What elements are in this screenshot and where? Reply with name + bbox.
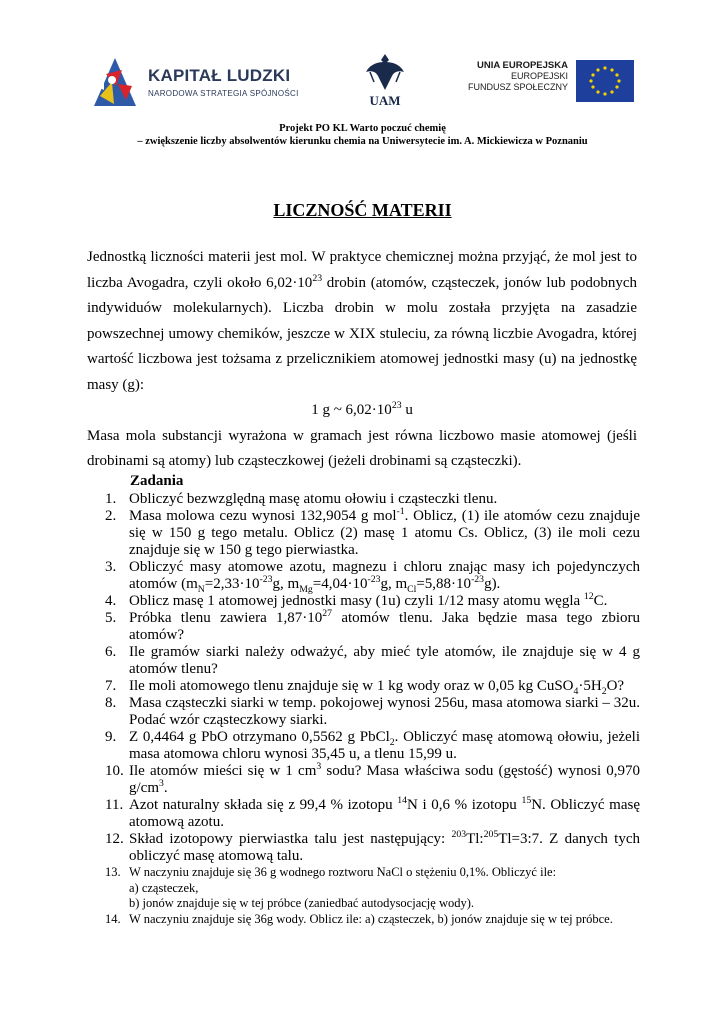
task-number: 9. <box>105 729 117 745</box>
task-text: C. <box>593 593 608 609</box>
task-item <box>87 559 640 593</box>
task-text: atomów tlenu. Jaka będzie masa tego zbioru atomów? <box>129 610 641 643</box>
task-exponent: 203 <box>451 829 467 840</box>
task-text: Ile atomów mieści się w 1 cm <box>129 763 317 779</box>
project-line-2: – zwiększenie liczby absolwentów kierunku chemia na Uniwersytecie im. A. Mickiewicza w Poznaniu <box>137 136 588 147</box>
task-number: 11. <box>105 797 124 813</box>
task-number: 10. <box>105 763 124 779</box>
tasks-list <box>87 491 640 927</box>
task-exponent: 3 <box>159 778 164 789</box>
task-number: 7. <box>105 678 117 694</box>
header-logos <box>0 50 725 112</box>
task-exponent: -1 <box>396 506 405 517</box>
eu-line-1: UNIA EUROPEJSKA <box>477 60 568 71</box>
eu-line-2: EUROPEJSKI <box>510 71 568 81</box>
task-text: ·5H <box>578 678 602 694</box>
kapital-ludzki-subtitle: NARODOWA STRATEGIA SPÓJNOŚCI <box>148 89 299 98</box>
kapital-ludzki-emblem-icon <box>92 56 138 108</box>
project-line-1: Projekt PO KL Warto poczuć chemię <box>279 123 446 134</box>
task-text: Obliczyć masy atomowe azotu, magnezu i chloru znając masy ich pojedynczych atomów (m <box>129 559 640 592</box>
task-subscript: N <box>197 584 205 595</box>
task-text: sodu? Masa właściwa sodu (gęstość) wynosi 0,970 g/cm <box>129 763 640 796</box>
intro-p1-exponent: 23 <box>312 272 323 284</box>
task-exponent: -23 <box>367 574 381 585</box>
task-exponent: -23 <box>259 574 273 585</box>
task-number: 2. <box>105 508 117 524</box>
intro-paragraph-2: Masa mola substancji wyrażona w gramach jest równa liczbowo masie atomowej (jeśli drobinami są atomy) lub cząsteczkowej (jeżeli drobinami są cząsteczki). <box>87 427 637 469</box>
formula-exponent: 23 <box>391 400 402 411</box>
task-exponent: -23 <box>471 574 485 585</box>
task-text: Obliczyć bezwzględną masę atomu ołowiu i cząsteczki tlenu. <box>129 491 498 507</box>
task-text: O? <box>606 678 625 694</box>
task-exponent: 205 <box>483 829 499 840</box>
task-number: 14. <box>105 911 121 926</box>
task-item <box>87 593 640 610</box>
task-text: Masa cząsteczki siarki w temp. pokojowej wynosi 256u, masa atomowa siarki – 32u. Podać wzór cząsteczkowy siarki. <box>129 695 640 728</box>
task-exponent: 27 <box>322 608 333 619</box>
intro-p1-text-b: drobin (atomów, cząsteczek, jonów lub podobnych indywiduów molekularnych). Liczba drobin w molu została przyjęta na zasadzie powszechnej umowy chemików, jeszcze w XIX stuleciu, za równą liczbie Avogadra, której wartość liczbowa jest tożsama z przelicznikiem atomowej jednostki masy (u) na jednostkę masy (g): <box>87 274 637 393</box>
task-text: g). <box>484 576 501 592</box>
task-number: 4. <box>105 593 117 609</box>
intro-section <box>87 245 637 475</box>
task-item <box>87 729 640 763</box>
task-text: g, m <box>272 576 300 592</box>
kapital-ludzki-title: KAPITAŁ LUDZKI <box>148 66 291 85</box>
task-text: Tl=3:7. Z danych tych obliczyć masę atomową talu. <box>129 831 640 864</box>
task-item <box>87 763 640 797</box>
task-text: Tl: <box>466 831 484 847</box>
task-item <box>87 865 640 912</box>
task-text: g, m <box>380 576 408 592</box>
task-text: . Obliczyć masę atomową ołowiu, jeżeli masa atomowa chloru wynosi 35,45 u, a tlenu 15,99 u. <box>129 729 641 762</box>
task-item <box>87 912 640 928</box>
avogadro-formula <box>87 398 637 424</box>
uam-logo <box>364 52 406 110</box>
task-text: Oblicz masę 1 atomowej jednostki masy (1u) czyli 1/12 masy atomu węgla <box>129 593 584 609</box>
formula-text-b: u <box>401 402 413 418</box>
task-item <box>87 644 640 678</box>
task-text: b) jonów znajduje się w tej próbce (zaniedbać autodysocjację wody). <box>129 896 475 910</box>
task-subscript: Cl <box>407 584 417 595</box>
task-subscript: 4 <box>573 686 579 697</box>
task-item <box>87 491 640 508</box>
tasks-heading: Zadania <box>130 473 184 489</box>
task-subscript: Mg <box>299 584 313 595</box>
task-number: 3. <box>105 559 117 575</box>
eu-flag-icon <box>576 60 634 102</box>
project-info <box>0 122 725 148</box>
task-text: =2,33·10 <box>204 576 260 592</box>
task-text: =4,04·10 <box>312 576 368 592</box>
task-item <box>87 678 640 695</box>
intro-paragraph-1 <box>87 245 637 398</box>
task-item <box>87 695 640 729</box>
task-number: 1. <box>105 491 117 507</box>
task-text: W naczyniu znajduje się 36g wody. Oblicz ile: a) cząsteczek, b) jonów znajduje się w tej próbce. <box>129 911 613 926</box>
task-number: 5. <box>105 610 117 626</box>
task-number: 13. <box>105 865 121 879</box>
task-text: Próbka tlenu zawiera 1,87·10 <box>129 610 323 626</box>
eu-line-3: FUNDUSZ SPOŁECZNY <box>467 82 568 92</box>
task-item <box>87 508 640 559</box>
task-text: a) cząsteczek, <box>129 880 199 895</box>
task-text: N. Obliczyć masę atomową azotu. <box>129 797 640 830</box>
task-item <box>87 831 640 865</box>
intro-p1-text-a: Jednostką liczności materii jest mol. W praktyce chemicznej można przyjąć, że mol jest to liczba Avogadra, czyli około 6,02·10 <box>87 249 637 291</box>
task-text: =5,88·10 <box>416 576 472 592</box>
task-item <box>87 610 640 644</box>
task-text: Z 0,4464 g PbO otrzymano 0,5562 g PbCl <box>129 729 390 745</box>
task-item <box>87 797 640 831</box>
task-subscript: 2 <box>601 686 607 697</box>
kapital-ludzki-logo <box>92 56 302 110</box>
task-number: 8. <box>105 695 117 711</box>
task-subscript: 2 <box>389 737 395 748</box>
task-text: N i 0,6 % izotopu <box>407 797 522 813</box>
task-text: . <box>163 780 168 796</box>
uam-eagle-icon <box>364 52 406 92</box>
task-text: Azot naturalny składa się z 99,4 % izotopu <box>129 797 398 813</box>
uam-text: UAM <box>369 93 401 108</box>
task-text: Skład izotopowy pierwiastka talu jest następujący: <box>129 831 452 847</box>
task-text: W naczyniu znajduje się 36 g wodnego roztworu NaCl o stężeniu 0,1%. Obliczyć ile: <box>129 865 557 879</box>
task-number: 12. <box>105 831 124 847</box>
task-text: Ile gramów siarki należy odważyć, aby mieć tyle atomów, ile znajduje się w 4 g atomów tlenu? <box>129 644 640 677</box>
formula-text-a: 1 g ~ 6,02·10 <box>311 402 392 418</box>
task-text: Masa molowa cezu wynosi 132,9054 g mol <box>129 508 397 524</box>
page-title: LICZNOŚĆ MATERII <box>273 200 452 220</box>
eu-text <box>468 60 568 93</box>
task-exponent: 12 <box>583 591 594 602</box>
task-exponent: 15 <box>521 795 532 806</box>
task-number: 6. <box>105 644 117 660</box>
task-text: . Oblicz, (1) ile atomów cezu znajduje się w 150 g tego metalu. Oblicz (2) masę 1 atomu Cs. Oblicz, (3) ile moli cezu znajduje się w 150 g tego pierwiastka. <box>129 508 640 558</box>
task-text: Ile moli atomowego tlenu znajduje się w 1 kg wody oraz w 0,05 kg CuSO <box>129 678 574 694</box>
task-exponent: 3 <box>316 761 322 772</box>
task-exponent: 14 <box>397 795 408 806</box>
